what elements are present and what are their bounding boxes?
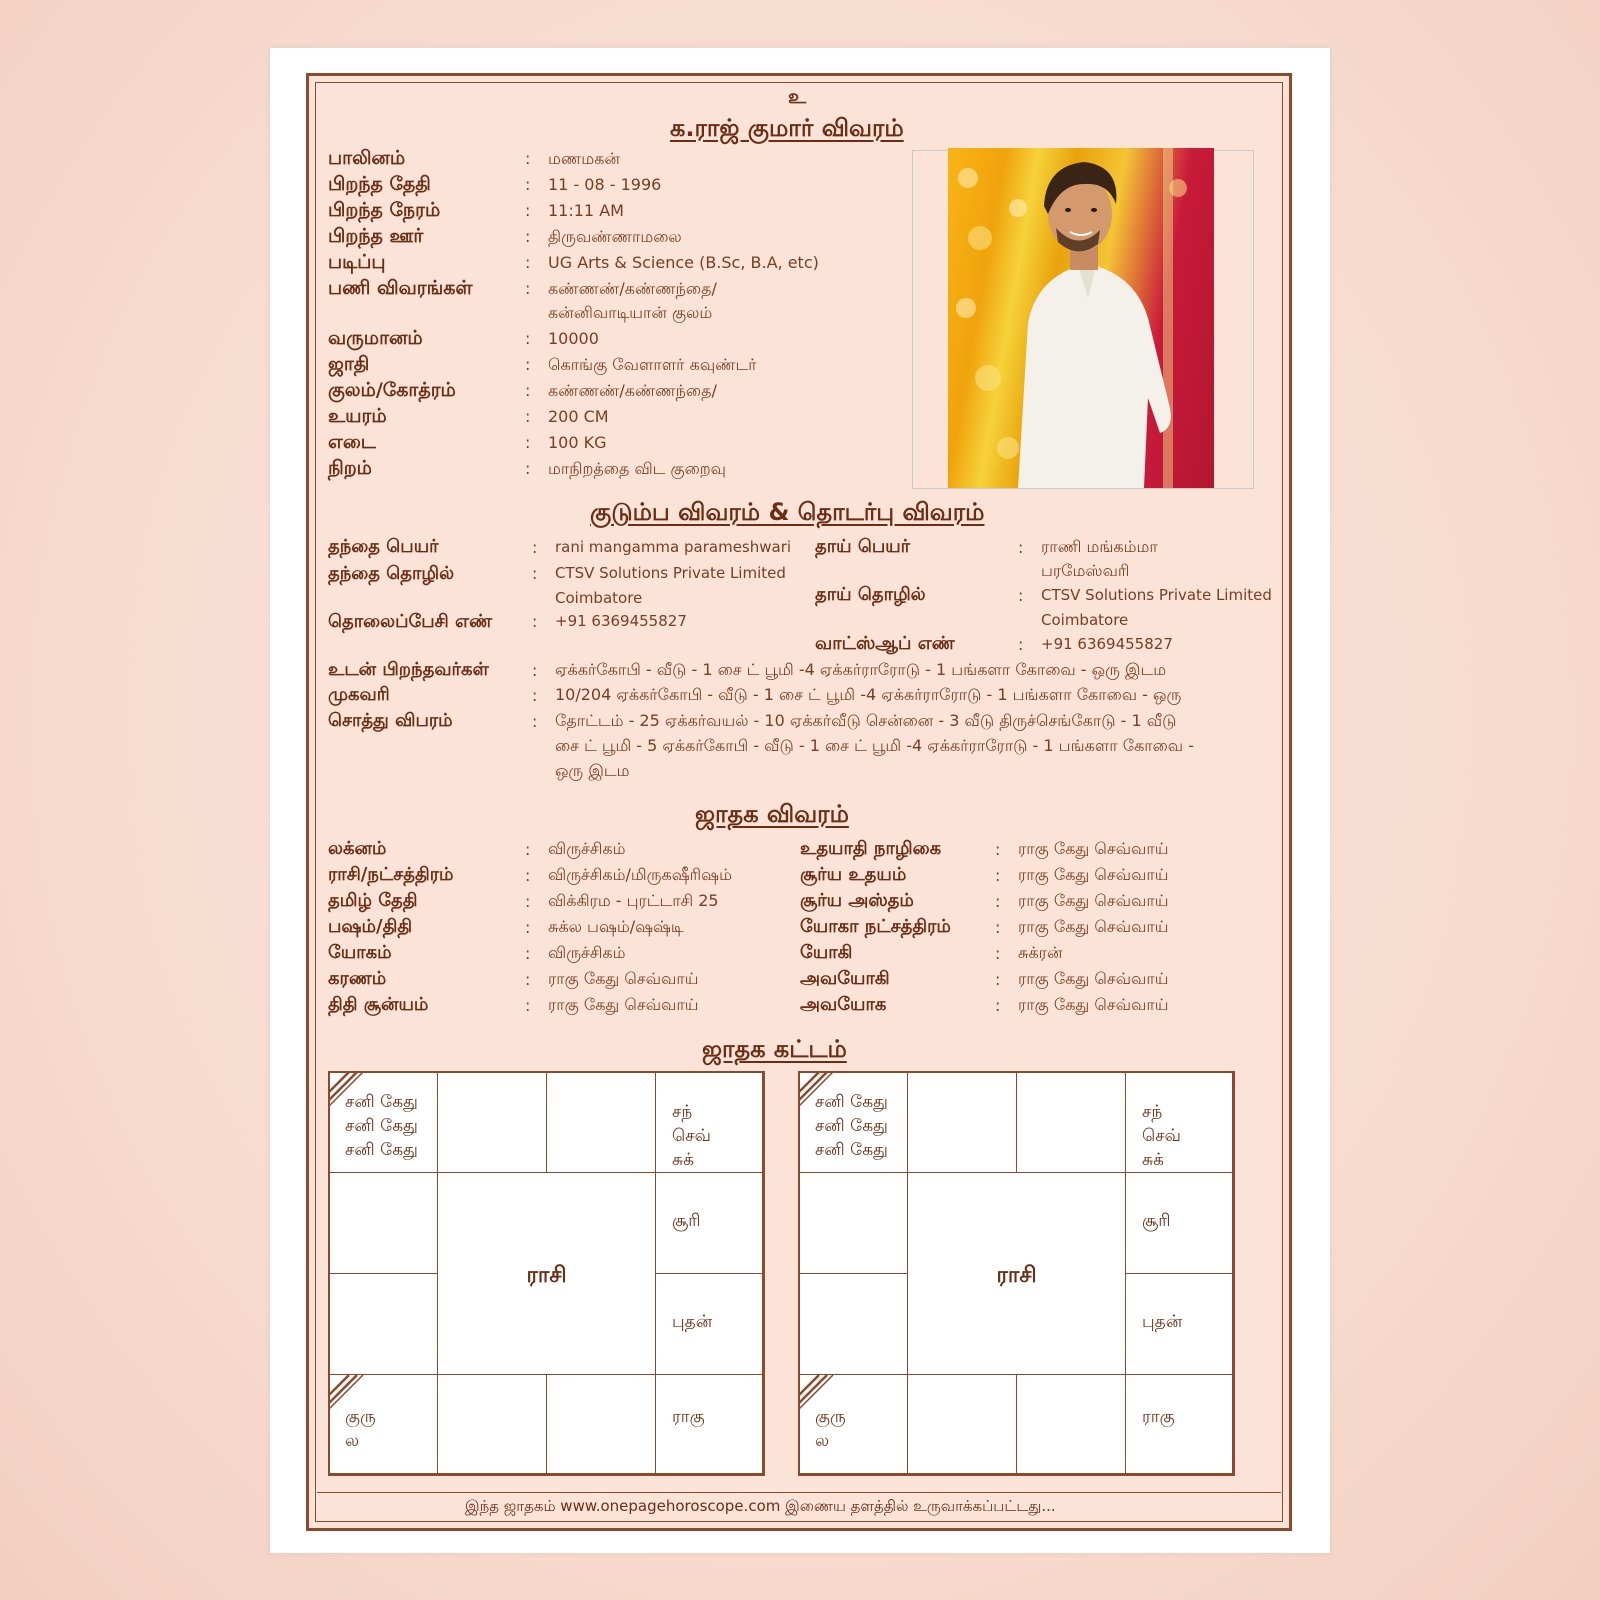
father-job-value-line2: Coimbatore [555,589,643,607]
chart-house [907,1071,1017,1173]
father-name-value: rani mangamma parameshwari [555,538,792,556]
colon: : [1018,586,1024,605]
family-section-title: குடும்ப விவரம் & தொடர்பு விவரம் [590,498,985,526]
house-planets: சனி கேது சனி கேது சனி கேது [815,1092,888,1160]
footer-text: இந்த ஜாதகம் www.onepagehoroscope.com இணைய தளத்தில் உருவாக்கப்பட்டது... [465,1497,1056,1515]
chart-house [1016,1374,1126,1476]
detail-value-line2: கன்னிவாடியான் குலம் [548,303,713,322]
house-planets: புதன் [1142,1312,1183,1332]
chart-house [1125,1172,1235,1274]
mother-job-value: CTSV Solutions Private Limited [1041,586,1272,604]
colon: : [525,944,531,963]
jathagam-label: பஷம்/திதி [328,916,413,937]
jathagam-section-title: ஜாதக விவரம் [695,800,849,828]
whatsapp-value: +91 6369455827 [1041,635,1173,653]
siblings-value: ஏக்கர்கோபி - வீடு - 1 சை ட் பூமி -4 ஏக்கர்ராரோடு - 1 பங்களா கோவை - ஒரு இடம [555,660,1167,679]
detail-label: பணி விவரங்கள் [328,277,473,299]
chart-house [437,1374,547,1476]
chart-center [437,1172,656,1375]
house-planets: சந் செவ் சுக் [672,1102,711,1170]
profile-photo [948,148,1214,488]
jathagam-value: ராகு கேது செவ்வாய் [548,969,699,988]
father-name-label: தந்தை பெயர் [328,536,439,557]
colon: : [995,918,1001,937]
colon: : [1018,538,1024,557]
jathagam-label: கரணம் [328,968,387,989]
jathagam-label: யோகம் [328,942,392,963]
siblings-label: உடன் பிறந்தவர்கள் [328,659,489,680]
colon: : [525,381,531,400]
chart-house [655,1071,765,1173]
chart-house [437,1071,547,1173]
colon: : [525,459,531,478]
jathagam-label: சூர்ய உதயம் [800,864,907,885]
colon: : [995,866,1001,885]
house-planets: குரு ல [815,1407,846,1451]
jathagam-label: லக்னம் [328,838,387,859]
colon: : [525,866,531,885]
chart-house [798,1273,908,1375]
detail-value: 100 KG [548,433,607,452]
detail-label: உயரம் [328,405,387,427]
house-planets: குரு ல [345,1407,376,1451]
detail-value: UG Arts & Science (B.Sc, B.A, etc) [548,253,819,272]
colon: : [1018,635,1024,654]
detail-value: மணமகன் [548,149,620,168]
detail-value: 11:11 AM [548,201,624,220]
chart-house [907,1374,1017,1476]
person-silhouette-icon [948,148,1214,488]
detail-label: பிறந்த நேரம் [328,199,441,221]
colon: : [532,564,538,583]
colon: : [525,840,531,859]
mother-name-value: ராணி மங்கம்மா [1041,537,1158,556]
chart-house [328,1273,438,1375]
rasi-label: ராசி [996,1263,1037,1288]
kattam-section-title: ஜாதக கட்டம் [702,1035,847,1063]
jathagam-value: சுக்ரன் [1018,943,1063,962]
house-planets: ராகு [1142,1407,1175,1427]
mother-name-value-line2: பரமேஸ்வரி [1041,561,1130,580]
address-value: 10/204 ஏக்கர்கோபி - வீடு - 1 சை ட் பூமி -4 ஏக்கர்ராரோடு - 1 பங்களா கோவை - ஒரு [555,685,1182,704]
jathagam-value: சுக்ல பஷம்/ஷஷ்டி [548,917,684,936]
colon: : [525,149,531,168]
page-title: க.ராஜ் குமார் விவரம் [670,114,904,142]
jathagam-value: ராகு கேது செவ்வாய் [1018,917,1169,936]
colon: : [995,970,1001,989]
detail-label: வருமானம் [328,327,423,349]
colon: : [532,612,538,631]
jathagam-label: உதயாதி நாழிகை [800,838,942,859]
detail-label: குலம்/கோத்ரம் [328,379,456,401]
jathagam-value: ராகு கேது செவ்வாய் [548,995,699,1014]
detail-value: 11 - 08 - 1996 [548,175,662,194]
colon: : [525,279,531,298]
jathagam-label: யோகி [800,942,853,963]
rasi-chart [328,1071,764,1475]
rasi-chart [798,1071,1234,1475]
house-planets: சூரி [672,1211,701,1231]
jathagam-label: அவயோகி [800,968,890,989]
colon: : [525,355,531,374]
lagna-marker-icon [329,1375,365,1409]
jathagam-value: விருச்சிகம் [548,839,626,858]
detail-value: 200 CM [548,407,609,426]
phone-label: தொலைப்பேசி எண் [328,611,492,632]
chart-house [655,1374,765,1476]
om-symbol: உ [788,84,807,108]
colon: : [995,892,1001,911]
chart-house [655,1273,765,1375]
mother-name-label: தாய் பெயர் [815,536,911,557]
mother-job-label: தாய் தொழில் [815,584,926,605]
father-job-label: தந்தை தொழில் [328,563,455,584]
house-planets: சனி கேது சனி கேது சனி கேது [345,1092,418,1160]
phone-value: +91 6369455827 [555,612,687,630]
chart-house [546,1071,656,1173]
chart-house [328,1071,438,1173]
jathagam-label: ராசி/நட்சத்திரம் [328,864,454,885]
jathagam-value: ராகு கேது செவ்வாய் [1018,995,1169,1014]
chart-house [328,1374,438,1476]
detail-value: திருவண்ணாமலை [548,227,682,246]
jathagam-value: ராகு கேது செவ்வாய் [1018,839,1169,858]
footer-divider [317,1492,1281,1493]
detail-value: கண்ணண்/கண்ணந்தை/ [548,381,717,400]
colon: : [525,407,531,426]
colon: : [525,433,531,452]
colon: : [995,996,1001,1015]
address-label: முகவரி [328,684,390,705]
house-planets: சூரி [1142,1211,1171,1231]
jathagam-value: ராகு கேது செவ்வாய் [1018,891,1169,910]
colon: : [525,175,531,194]
jathagam-value: ராகு கேது செவ்வாய் [1018,969,1169,988]
property-value-line2: சை ட் பூமி - 5 ஏக்கர்கோபி - வீடு - 1 சை ட் பூமி -4 ஏக்கர்ராரோடு - 1 பங்களா கோவை - [555,736,1194,755]
detail-value: 10000 [548,329,599,348]
jathagam-label: சூர்ய அஸ்தம் [800,890,914,911]
jathagam-label: யோகா நட்சத்திரம் [800,916,951,937]
chart-house [328,1172,438,1274]
detail-label: எடை [328,431,376,453]
detail-value: மாநிறத்தை விட குறைவு [548,459,726,478]
mother-job-value-line2: Coimbatore [1041,611,1129,629]
jathagam-label: திதி சூன்யம் [328,994,429,1015]
detail-label: பாலினம் [328,147,406,169]
colon: : [995,840,1001,859]
lagna-marker-icon [799,1375,835,1409]
colon: : [532,712,538,731]
jathagam-value: விருச்சிகம்/மிருகஷீரிஷம் [548,865,732,884]
colon: : [532,538,538,557]
colon: : [525,970,531,989]
colon: : [525,892,531,911]
chart-house [1125,1273,1235,1375]
jathagam-value: விக்கிரம - புரட்டாசி 25 [548,891,719,910]
detail-value: கொங்கு வேளாளர் கவுண்டர் [548,355,757,374]
chart-house [1125,1374,1235,1476]
whatsapp-label: வாட்ஸ்ஆப் எண் [815,633,955,654]
property-value-line3: ஒரு இடம [555,761,630,780]
colon: : [525,227,531,246]
property-label: சொத்து விபரம் [328,710,453,731]
house-planets: ராகு [672,1407,705,1427]
colon: : [995,944,1001,963]
father-job-value: CTSV Solutions Private Limited [555,564,786,582]
detail-label: ஜாதி [328,353,370,375]
colon: : [525,918,531,937]
colon: : [525,201,531,220]
colon: : [525,253,531,272]
detail-label: படிப்பு [328,251,386,273]
jathagam-value: விருச்சிகம் [548,943,626,962]
chart-house [798,1374,908,1476]
rasi-label: ராசி [526,1263,567,1288]
house-planets: புதன் [672,1312,713,1332]
detail-label: நிறம் [328,457,372,479]
chart-house [1016,1071,1126,1173]
chart-center [907,1172,1126,1375]
detail-label: பிறந்த தேதி [328,173,431,195]
jathagam-label: தமிழ் தேதி [328,890,418,911]
house-planets: சந் செவ் சுக் [1142,1102,1181,1170]
chart-house [546,1374,656,1476]
chart-house [655,1172,765,1274]
chart-house [798,1172,908,1274]
colon: : [525,329,531,348]
detail-value: கண்ணண்/கண்ணந்தை/ [548,279,717,298]
colon: : [532,661,538,680]
colon: : [532,686,538,705]
property-value: தோட்டம் - 25 ஏக்கர்வயல் - 10 ஏக்கர்வீடு சென்னை - 3 வீடு திருச்செங்கோடு - 1 வீடு [555,711,1177,730]
chart-house [1125,1071,1235,1173]
chart-house [798,1071,908,1173]
jathagam-label: அவயோக [800,994,887,1015]
detail-label: பிறந்த ஊர் [328,225,424,247]
jathagam-value: ராகு கேது செவ்வாய் [1018,865,1169,884]
colon: : [525,996,531,1015]
